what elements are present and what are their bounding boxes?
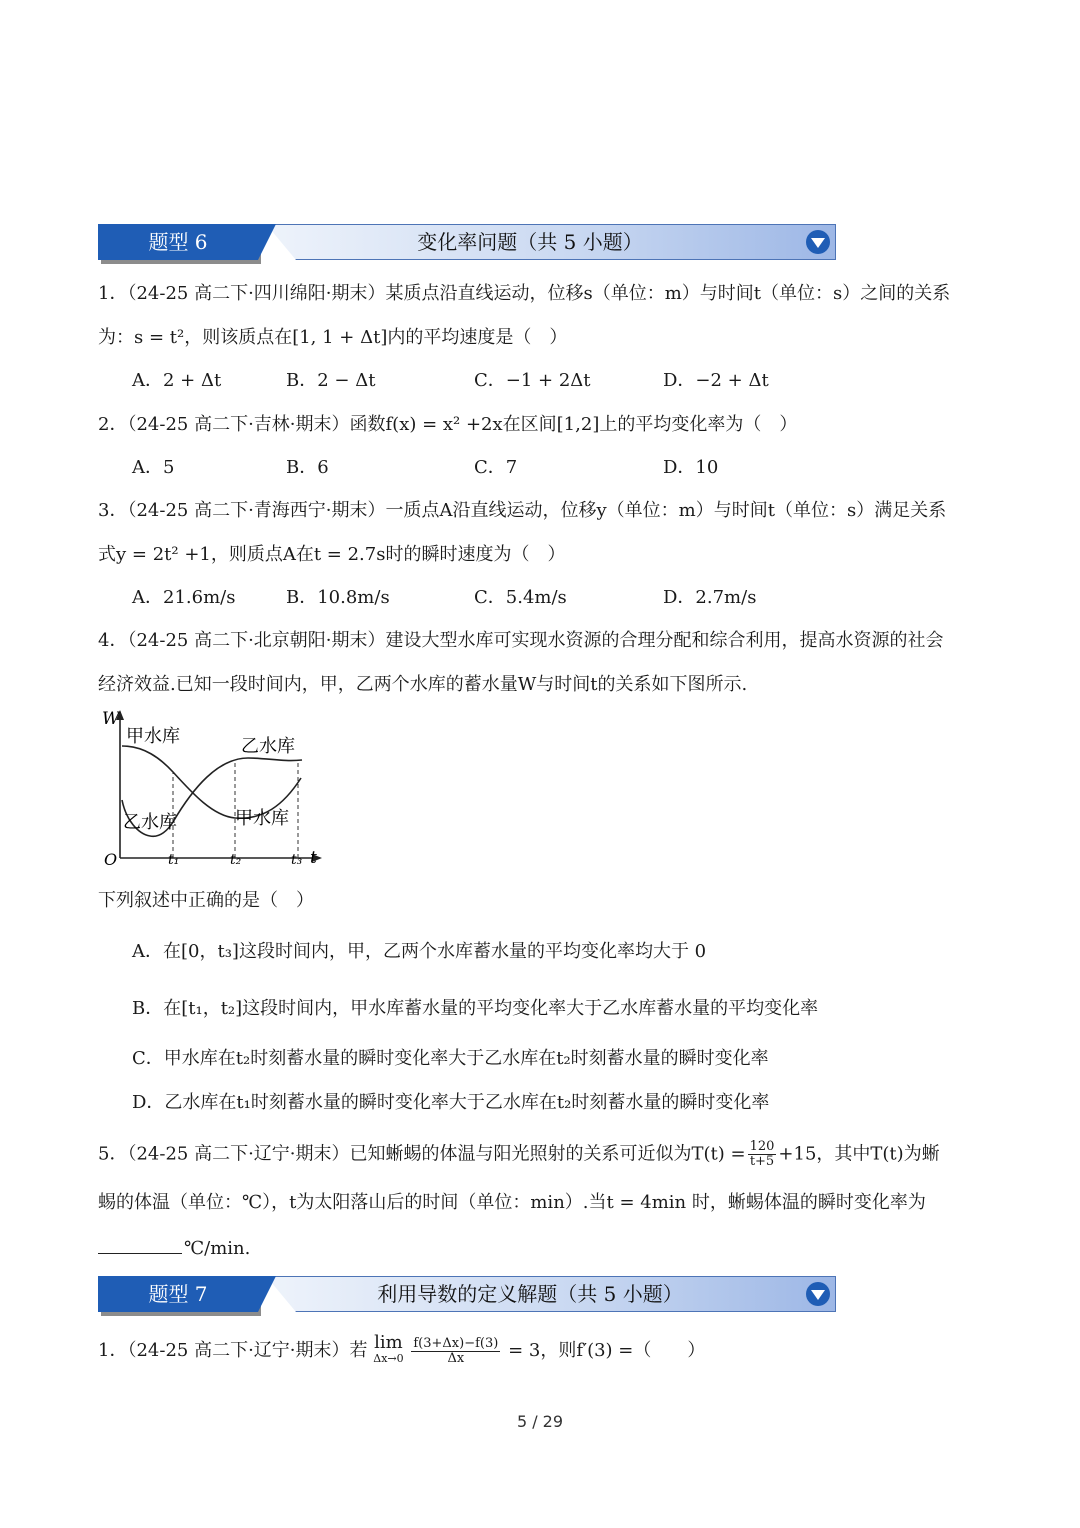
section-tag: 题型 6 <box>98 224 258 260</box>
question-1-line-2: 为：s = t²，则该质点在[1, 1 + Δt]内的平均速度是（ ） <box>98 327 568 348</box>
question-4-line-1: 4．（24-25 高二下·北京朝阳·期末）建设大型水库可实现水资源的合理分配和综合利用，提高水资源的社会 <box>98 630 944 651</box>
question-4-option-d: D．乙水库在t₁时刻蓄水量的瞬时变化率大于乙水库在t₂时刻蓄水量的瞬时变化率 <box>132 1092 770 1113</box>
question-3-option-b: B．10.8m/s <box>286 587 390 608</box>
question-1-option-b: B．2 − Δt <box>286 370 376 391</box>
page-number: 5 / 29 <box>516 1412 564 1431</box>
question-5-line-3 <box>98 1235 250 1261</box>
question-1-option-c: C．−1 + 2Δt <box>474 370 591 391</box>
question-2-option-b: B．6 <box>286 457 329 478</box>
download-icon[interactable] <box>806 230 830 254</box>
question-4-option-a: A．在[0，t₃]这段时间内，甲，乙两个水库蓄水量的平均变化率均大于 0 <box>132 941 707 962</box>
y-axis-label: W <box>102 709 120 729</box>
question-4-line-2: 经济效益.已知一段时间内，甲，乙两个水库的蓄水量W与时间t的关系如下图所示. <box>98 674 748 695</box>
jia-label-top: 甲水库 <box>126 726 180 747</box>
s7q1-fraction <box>411 1337 500 1366</box>
question-3-option-a: A．21.6m/s <box>132 587 236 608</box>
question-1-line-1: 1．（24-25 高二下·四川绵阳·期末）某质点沿直线运动，位移s（单位：m）与时间t（单位：s）之间的关系 <box>98 283 951 304</box>
yi-label-top: 乙水库 <box>241 736 295 757</box>
question-5-fraction-num: 120 <box>749 1139 775 1154</box>
question-2-option-a: A．5 <box>132 457 175 478</box>
question-5-text-a: 5．（24-25 高二下·辽宁·期末）已知蜥蜴的体温与阳光照射的关系可近似为T(t) = <box>98 1143 746 1165</box>
section-title: 利用导数的定义解题（共 5 小题） <box>377 1282 683 1306</box>
s7q1-suffix: = 3，则f′(3) =（ ） <box>508 1340 706 1361</box>
question-1-option-d: D．−2 + Δt <box>663 370 769 391</box>
answer-blank[interactable] <box>98 1235 182 1254</box>
t2-label: t₂ <box>230 852 242 868</box>
question-5-line-1 <box>98 1140 940 1169</box>
question-3-line-1: 3．（24-25 高二下·青海西宁·期末）一质点A沿直线运动，位移y（单位：m）与时间t（单位：s）满足关系 <box>98 500 947 521</box>
t1-label: t₁ <box>168 852 180 868</box>
question-4-stem: 下列叙述中正确的是（ ） <box>98 890 314 911</box>
question-5-unit: ℃/min. <box>184 1238 251 1259</box>
download-icon[interactable] <box>806 1282 830 1306</box>
limit-symbol: lim <box>374 1332 403 1353</box>
question-4-option-b: B．在[t₁，t₂]这段时间内，甲水库蓄水量的平均变化率大于乙水库蓄水量的平均变化率 <box>132 998 819 1019</box>
origin-label: O <box>104 850 118 869</box>
question-2-line-1: 2．（24-25 高二下·吉林·期末）函数f(x) = x² +2x在区间[1,2]上的平均变化率为（ ） <box>98 414 798 435</box>
question-3-option-d: D．2.7m/s <box>663 587 757 608</box>
jia-label-bottom: 甲水库 <box>235 808 289 829</box>
section-header-7 <box>98 1276 836 1312</box>
question-2-option-d: D．10 <box>663 457 719 478</box>
question-1-option-a: A．2 + Δt <box>132 370 222 391</box>
section-7-question-1 <box>98 1334 705 1368</box>
question-3-option-c: C．5.4m/s <box>474 587 567 608</box>
yi-label-bottom: 乙水库 <box>123 812 177 833</box>
question-3-line-2: 式y = 2t² +1，则质点A在t = 2.7s时的瞬时速度为（ ） <box>98 544 566 565</box>
limit-expression <box>373 1332 404 1367</box>
s7q1-fraction-num: f(3+Δx)−f(3) <box>413 1335 499 1351</box>
question-2-option-c: C．7 <box>474 457 518 478</box>
question-5-line-2: 蜴的体温（单位：℃），t为太阳落山后的时间（单位：min）.当t = 4min 时，蜥蜴体温的瞬时变化率为 <box>98 1192 926 1213</box>
section-header-6 <box>98 224 836 260</box>
question-4-option-c: C．甲水库在t₂时刻蓄水量的瞬时变化率大于乙水库在t₂时刻蓄水量的瞬时变化率 <box>132 1048 769 1069</box>
reservoir-graph <box>98 708 328 874</box>
section-tag: 题型 7 <box>98 1276 258 1312</box>
s7q1-prefix: 1．（24-25 高二下·辽宁·期末）若 <box>98 1340 368 1361</box>
x-axis-label: t <box>310 848 317 868</box>
question-5-text-b: +15，其中T(t)为蜥 <box>778 1143 940 1165</box>
limit-subscript: Δx→0 <box>373 1352 404 1365</box>
question-5-fraction-den: t+5 <box>749 1154 775 1169</box>
s7q1-fraction-den: Δx <box>447 1350 465 1366</box>
question-5-fraction <box>748 1140 777 1169</box>
section-title: 变化率问题（共 5 小题） <box>417 230 643 254</box>
t3-label: t₃ <box>291 852 303 868</box>
